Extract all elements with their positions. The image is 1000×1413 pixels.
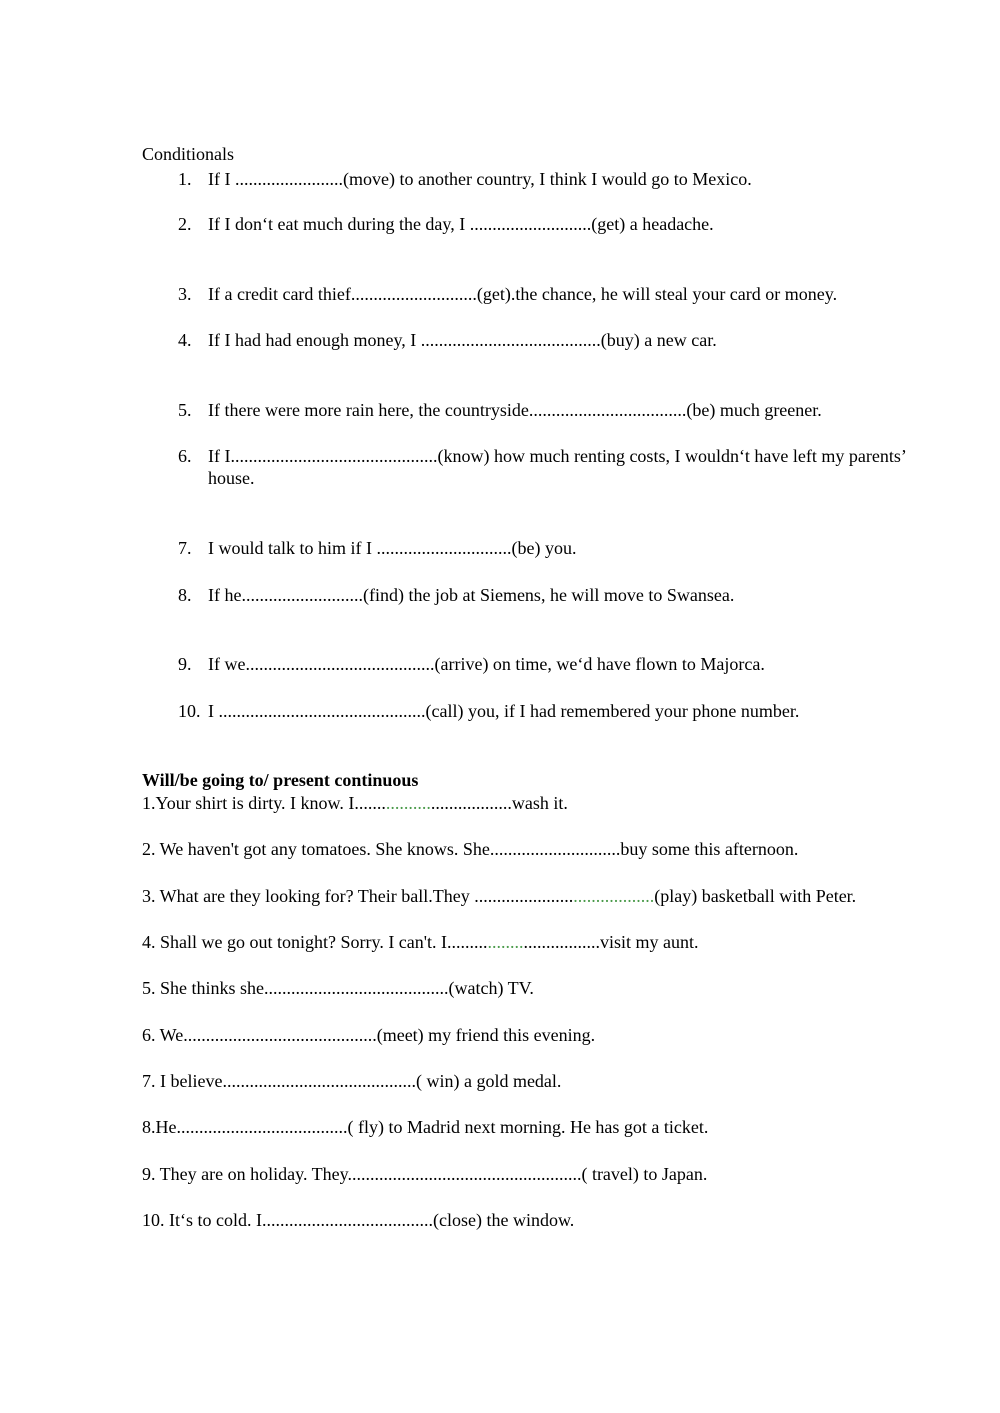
will-item-7 [142, 1070, 561, 1092]
item-number: 5. [178, 400, 192, 420]
will-item-2 [142, 838, 798, 860]
item-number: 2. [178, 214, 192, 234]
item-text-after: ..................wash it. [430, 793, 568, 813]
item-text: If I don‘t eat much during the day, I ...........................(get) a headache. [208, 214, 714, 234]
will-item-5 [142, 977, 534, 999]
item-text: If a credit card thief............................(get).the chance, he will steal your card or money. [208, 284, 838, 304]
will-item-6 [142, 1024, 595, 1046]
item-text-highlight: .................. [573, 886, 655, 906]
will-item-8 [142, 1116, 708, 1138]
item-text-highlight: ........ [487, 932, 524, 952]
item-text-highlight: .......... [385, 793, 431, 813]
will-item-4 [142, 931, 699, 953]
item-text: I would talk to him if I ..............................(be) you. [208, 538, 577, 558]
item-number: 4. [178, 330, 192, 350]
item-text-before: 9. They are on holiday. They....................................................( travel) to Japan. [142, 1164, 708, 1184]
will-item-3 [142, 885, 856, 907]
item-text-before: 3. What are they looking for? Their ball.They ...................... [142, 886, 574, 906]
item-text: If I..............................................(know) how much renting costs, I wouldn‘t have left my parents’ house. [208, 446, 906, 488]
item-text: If he...........................(find) the job at Siemens, he will move to Swansea. [208, 585, 735, 605]
item-text-before: 2. We haven't got any tomatoes. She knows. She.............................buy some this afternoon. [142, 839, 799, 859]
item-number: 6. [178, 446, 192, 466]
item-text-before: 8.He......................................( fly) to Madrid next morning. He has got a ticket. [142, 1117, 709, 1137]
item-text: If I had had enough money, I ........................................(buy) a new car. [208, 330, 717, 350]
item-text-before: 4. Shall we go out tonight? Sorry. I can't. I......... [142, 932, 488, 952]
item-text-after: (play) basketball with Peter. [654, 886, 857, 906]
item-text: If we..........................................(arrive) on time, we‘d have flown to Majorca. [208, 654, 765, 674]
item-number: 10. [178, 701, 201, 721]
item-number: 9. [178, 654, 192, 674]
item-number: 3. [178, 284, 192, 304]
conditionals-title: Conditionals [142, 144, 235, 164]
item-number: 1. [178, 169, 192, 189]
item-text: I ..............................................(call) you, if I had remembered your phone number. [208, 701, 800, 721]
will-section-title: Will/be going to/ present continuous [142, 770, 419, 790]
item-number: 8. [178, 585, 192, 605]
item-text-before: 5. She thinks she.........................................(watch) TV. [142, 978, 534, 998]
will-item-10 [142, 1209, 574, 1231]
will-item-1 [142, 792, 568, 814]
item-text-before: 6. We...........................................(meet) my friend this evening. [142, 1025, 596, 1045]
item-text-after: .................visit my aunt. [523, 932, 699, 952]
item-text-before: 7. I believe...........................................( win) a gold medal. [142, 1071, 562, 1091]
item-text-before: 1.Your shirt is dirty. I know. I....... [142, 793, 386, 813]
item-text-before: 10. It‘s to cold. I......................................(close) the window. [142, 1210, 575, 1230]
item-text: If I ........................(move) to another country, I think I would go to Mexico. [208, 169, 752, 189]
item-text: If there were more rain here, the countryside...................................(be) much greener. [208, 400, 822, 420]
item-number: 7. [178, 538, 192, 558]
will-item-9 [142, 1163, 707, 1185]
